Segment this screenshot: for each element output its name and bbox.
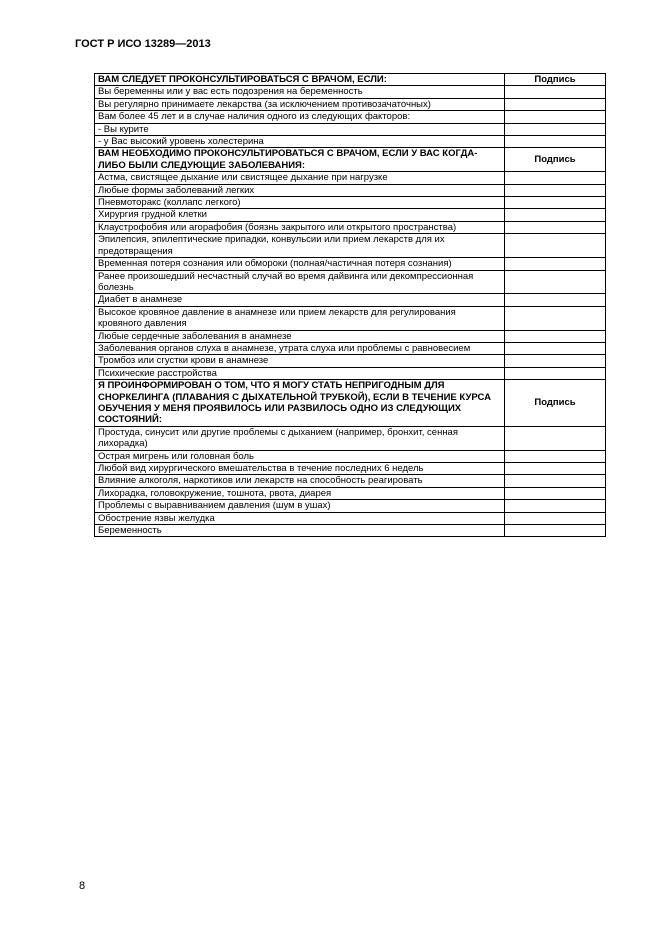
section-header-row xyxy=(95,74,606,86)
table-row xyxy=(95,355,606,367)
signature-cell[interactable] xyxy=(505,234,606,258)
condition-text: Любой вид хирургического вмешательства в течение последних 6 недель xyxy=(95,463,505,475)
table-row xyxy=(95,209,606,221)
table-row xyxy=(95,330,606,342)
signature-cell[interactable] xyxy=(505,367,606,379)
document-header: ГОСТ Р ИСО 13289—2013 xyxy=(75,38,211,50)
section-header-row xyxy=(95,148,606,172)
condition-text: Влияние алкоголя, наркотиков или лекарств на способность реагировать xyxy=(95,475,505,487)
table-row xyxy=(95,367,606,379)
table-row xyxy=(95,111,606,123)
signature-cell[interactable] xyxy=(505,172,606,184)
section-title: ВАМ СЛЕДУЕТ ПРОКОНСУЛЬТИРОВАТЬСЯ С ВРАЧОМ, ЕСЛИ: xyxy=(95,74,505,86)
condition-text: Диабет в анамнезе xyxy=(95,294,505,306)
signature-column-label: Подпись xyxy=(505,380,606,427)
signature-cell[interactable] xyxy=(505,342,606,354)
table-row xyxy=(95,463,606,475)
signature-cell[interactable] xyxy=(505,330,606,342)
signature-cell[interactable] xyxy=(505,221,606,233)
table-row xyxy=(95,197,606,209)
signature-cell[interactable] xyxy=(505,209,606,221)
condition-text: Вы регулярно принимаете лекарства (за исключением противозачаточных) xyxy=(95,98,505,110)
table-row xyxy=(95,487,606,499)
table-row xyxy=(95,450,606,462)
condition-text: Клаустрофобия или агорафобия (боязнь закрытого или открытого пространства) xyxy=(95,221,505,233)
section-title: Я ПРОИНФОРМИРОВАН О ТОМ, ЧТО Я МОГУ СТАТЬ НЕПРИГОДНЫМ ДЛЯ СНОРКЕЛИНГА (ПЛАВАНИЯ С ДЫХАТЕЛЬНОЙ ТРУБКОЙ), ЕСЛИ В ТЕЧЕНИЕ КУРСА ОБУЧЕНИЯ У МЕНЯ ПРОЯВИЛОСЬ ИЛИ РАЗВИЛОСЬ ОДНО ИЗ СЛЕДУЮЩИХ СОСТОЯНИЙ: xyxy=(95,380,505,427)
section-header-row xyxy=(95,380,606,427)
signature-cell[interactable] xyxy=(505,111,606,123)
condition-text: Пневмоторакс (коллапс легкого) xyxy=(95,197,505,209)
condition-text: Простуда, синусит или другие проблемы с дыханием (например, бронхит, сенная лихорадка) xyxy=(95,426,505,450)
signature-cell[interactable] xyxy=(505,525,606,537)
medical-questionnaire-table xyxy=(94,73,606,537)
signature-cell[interactable] xyxy=(505,294,606,306)
signature-column-label: Подпись xyxy=(505,74,606,86)
condition-text: Высокое кровяное давление в анамнезе или прием лекарств для регулирования кровяного давления xyxy=(95,306,505,330)
signature-cell[interactable] xyxy=(505,426,606,450)
page-number: 8 xyxy=(79,880,86,892)
condition-text: Тромбоз или сгустки крови в анамнезе xyxy=(95,355,505,367)
signature-cell[interactable] xyxy=(505,487,606,499)
signature-cell[interactable] xyxy=(505,123,606,135)
condition-text: Вы беременны или у вас есть подозрения на беременность xyxy=(95,86,505,98)
table-row xyxy=(95,184,606,196)
condition-text: Лихорадка, головокружение, тошнота, рвота, диарея xyxy=(95,487,505,499)
table-row xyxy=(95,98,606,110)
table-row xyxy=(95,342,606,354)
table-row xyxy=(95,426,606,450)
condition-text: Вам более 45 лет и в случае наличия одного из следующих факторов: xyxy=(95,111,505,123)
condition-text: Острая мигрень или головная боль xyxy=(95,450,505,462)
table-row xyxy=(95,123,606,135)
signature-cell[interactable] xyxy=(505,86,606,98)
table-row xyxy=(95,270,606,294)
table-row xyxy=(95,86,606,98)
signature-cell[interactable] xyxy=(505,197,606,209)
table-row xyxy=(95,525,606,537)
condition-text: Любые формы заболеваний легких xyxy=(95,184,505,196)
condition-text: Обострение язвы желудка xyxy=(95,512,505,524)
condition-text: Беременность xyxy=(95,525,505,537)
table-row xyxy=(95,512,606,524)
signature-cell[interactable] xyxy=(505,500,606,512)
condition-text: Психические расстройства xyxy=(95,367,505,379)
condition-text: Эпилепсия, эпилептические припадки, конвульсии или прием лекарств для их предотвращения xyxy=(95,234,505,258)
condition-text: Хирургия грудной клетки xyxy=(95,209,505,221)
signature-cell[interactable] xyxy=(505,512,606,524)
table-row xyxy=(95,500,606,512)
signature-cell[interactable] xyxy=(505,450,606,462)
condition-text: Заболевания органов слуха в анамнезе, утрата слуха или проблемы с равновесием xyxy=(95,342,505,354)
condition-text: Временная потеря сознания или обмороки (полная/частичная потеря сознания) xyxy=(95,258,505,270)
condition-text: - Вы курите xyxy=(95,123,505,135)
condition-text: Любые сердечные заболевания в анамнезе xyxy=(95,330,505,342)
table-row xyxy=(95,172,606,184)
signature-cell[interactable] xyxy=(505,136,606,148)
table-row xyxy=(95,294,606,306)
table-row xyxy=(95,136,606,148)
table-row xyxy=(95,306,606,330)
signature-cell[interactable] xyxy=(505,270,606,294)
signature-cell[interactable] xyxy=(505,98,606,110)
condition-text: - у Вас высокий уровень холестерина xyxy=(95,136,505,148)
table-row xyxy=(95,475,606,487)
table-row xyxy=(95,258,606,270)
signature-column-label: Подпись xyxy=(505,148,606,172)
signature-cell[interactable] xyxy=(505,475,606,487)
condition-text: Проблемы с выравниванием давления (шум в ушах) xyxy=(95,500,505,512)
signature-cell[interactable] xyxy=(505,184,606,196)
signature-cell[interactable] xyxy=(505,258,606,270)
table-row xyxy=(95,234,606,258)
condition-text: Астма, свистящее дыхание или свистящее дыхание при нагрузке xyxy=(95,172,505,184)
signature-cell[interactable] xyxy=(505,306,606,330)
table-row xyxy=(95,221,606,233)
signature-cell[interactable] xyxy=(505,463,606,475)
condition-text: Ранее произошедший несчастный случай во время дайвинга или декомпрессионная болезнь xyxy=(95,270,505,294)
section-title: ВАМ НЕОБХОДИМО ПРОКОНСУЛЬТИРОВАТЬСЯ С ВРАЧОМ, ЕСЛИ У ВАС КОГДА-ЛИБО БЫЛИ СЛЕДУЮЩИЕ ЗАБОЛЕВАНИЯ: xyxy=(95,148,505,172)
signature-cell[interactable] xyxy=(505,355,606,367)
